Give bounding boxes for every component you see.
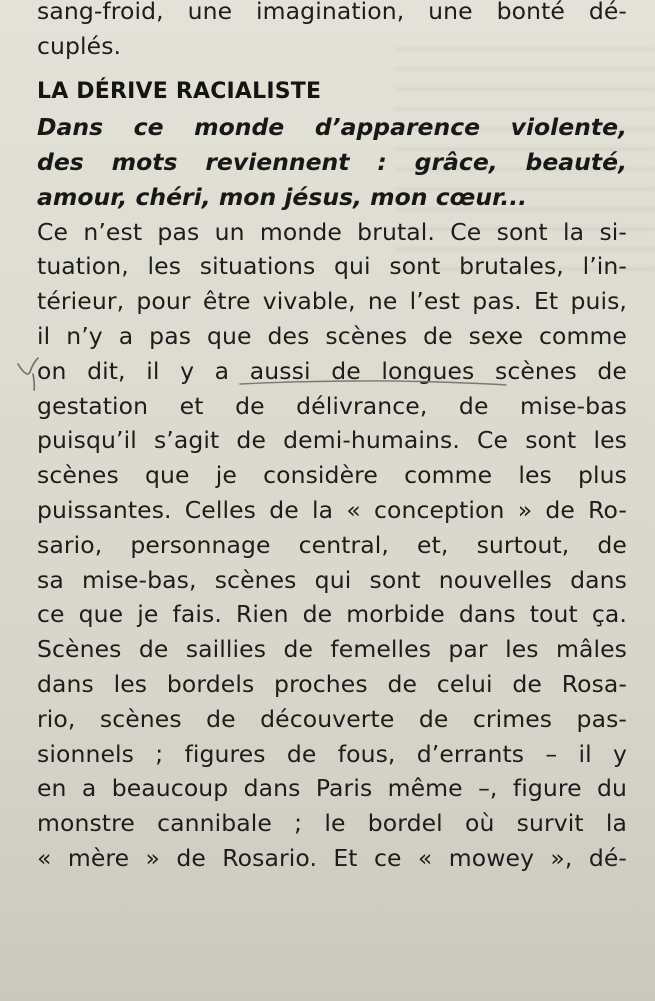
text-line: tuation, les situations qui sont brutales, l’in-	[37, 252, 627, 281]
text-line: ce que je fais. Rien de morbide dans tout ça.	[37, 600, 627, 629]
text-line: il n’y a pas que des scènes de sexe comme	[37, 321, 627, 350]
text-line: cuplés.	[37, 31, 122, 60]
text-line: on dit, il y a aussi de longues scènes de	[37, 356, 627, 385]
text-line: Scènes de saillies de femelles par les mâles	[37, 635, 627, 664]
article-column	[37, 0, 627, 876]
text-line: rio, scènes de découverte de crimes pas-	[37, 704, 627, 733]
text-line: sang-froid, une imagination, une bonté dé-	[37, 0, 627, 25]
text-line: scènes que je considère comme les plus	[37, 461, 627, 490]
text-line: sario, personnage central, et, surtout, de	[37, 530, 627, 559]
text-line: monstre cannibale ; le bordel où survit la	[37, 809, 627, 838]
text-line: en a beaucoup dans Paris même –, figure du	[37, 774, 627, 803]
text-line: dans les bordels proches de celui de Rosa-	[37, 669, 627, 698]
section-heading: LA DÉRIVE RACIALISTE	[37, 78, 322, 104]
lede-line: des mots reviennent : grâce, beauté,	[37, 147, 627, 176]
text-line: sionnels ; figures de fous, d’errants – il y	[37, 739, 627, 768]
text-line: Ce n’est pas un monde brutal. Ce sont la si-	[37, 217, 627, 246]
pencil-margin-mark	[0, 352, 60, 392]
text-line: sa mise-bas, scènes qui sont nouvelles dans	[37, 565, 627, 594]
pencil-underline	[238, 376, 508, 390]
lede-line: amour, chéri, mon jésus, mon cœur...	[37, 182, 528, 211]
text-line: puisqu’il s’agit de demi-humains. Ce sont les	[37, 426, 627, 455]
text-line: térieur, pour être vivable, ne l’est pas. Et puis,	[37, 287, 627, 316]
text-line: gestation et de délivrance, de mise-bas	[37, 391, 627, 420]
text-line: puissantes. Celles de la « conception » de Ro-	[37, 495, 627, 524]
text-line: « mère » de Rosario. Et ce « mowey », dé-	[37, 843, 627, 872]
lede-line: Dans ce monde d’apparence violente,	[37, 112, 627, 141]
